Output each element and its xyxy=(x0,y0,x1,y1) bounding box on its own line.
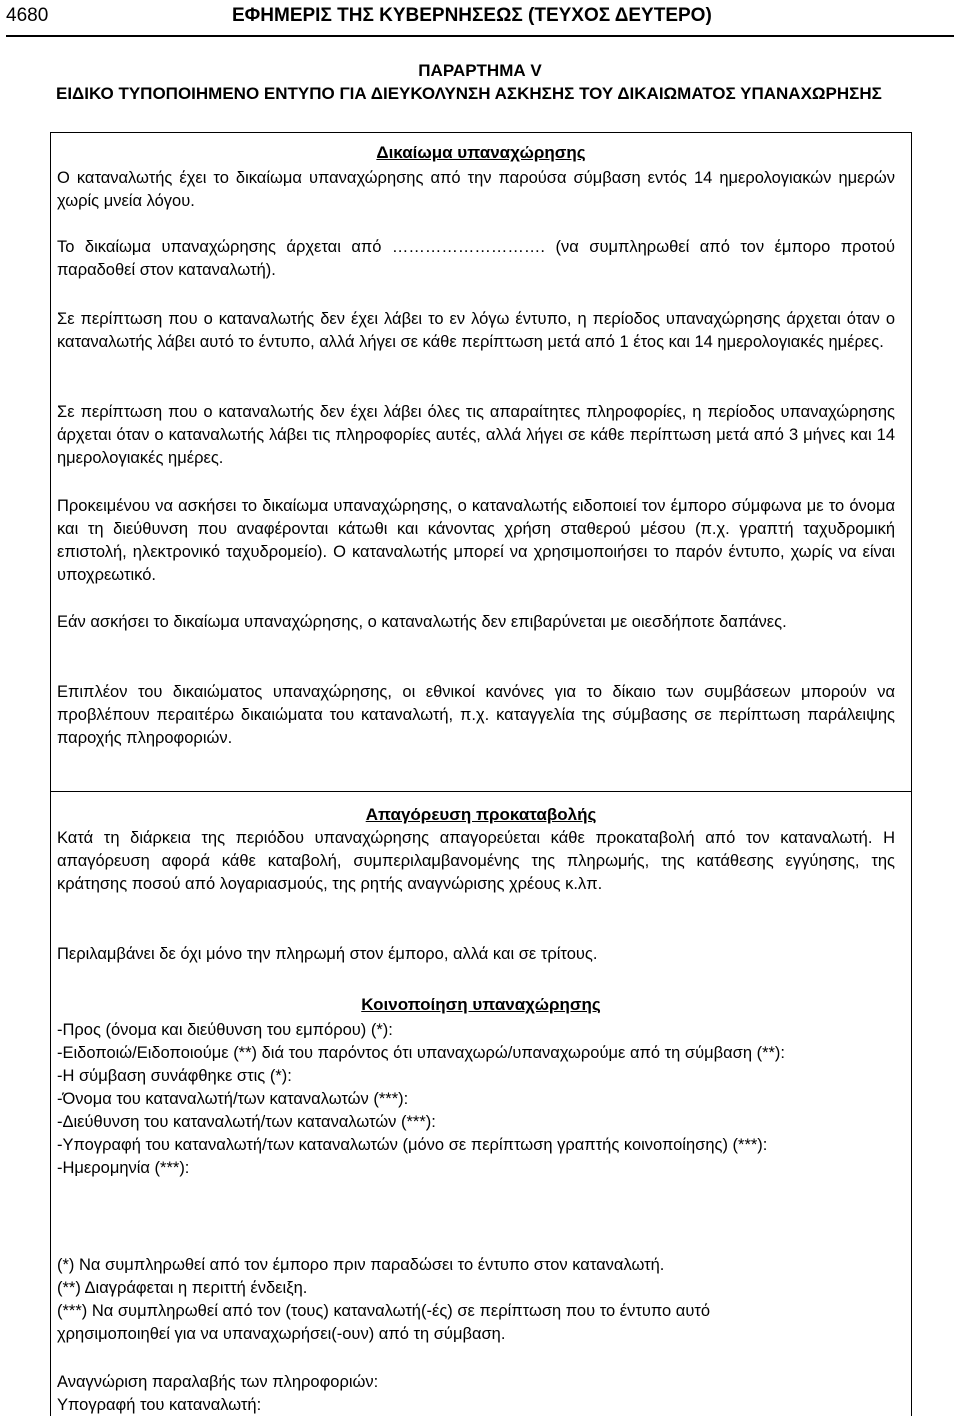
withdrawal-paragraph-7: Επιπλέον του δικαιώματος υπαναχώρησης, οι εθνικοί κανόνες για το δίκαιο των συμβάσεων μπορούν να προβλέπουν περαιτέρω δικαιώματα του καταναλωτή, π.χ. καταγγελία της σύμβασης σε περίπτωση παράλειψης παροχής πληροφοριών. xyxy=(57,683,895,747)
footnote: (**) Διαγράφεται η περιττή ένδειξη. xyxy=(57,1279,308,1297)
notice-heading: Κοινοποίηση υπαναχώρησης xyxy=(361,995,601,1014)
withdrawal-paragraph-2: Το δικαίωμα υπαναχώρησης άρχεται από ………………………. (να συμπληρωθεί από τον έμπορο προτού παραδοθεί στον καταναλωτή). xyxy=(57,238,895,279)
withdrawal-right-heading: Δικαίωμα υπαναχώρησης xyxy=(376,143,586,162)
annex-title: ΕΙΔΙΚΟ ΤΥΠΟΠΟΙΗΜΕΝΟ ΕΝΤΥΠΟ ΓΙΑ ΔΙΕΥΚΟΛΥΝΣΗ ΑΣΚΗΣΗΣ ΤΟΥ ΔΙΚΑΙΩΜΑΤΟΣ ΥΠΑΝΑΧΩΡΗΣΗΣ xyxy=(56,84,882,103)
notice-line: -Η σύμβαση συνάφθηκε στις (*): xyxy=(57,1067,292,1085)
footnote: (*) Να συμπληρωθεί από τον έμπορο πριν παραδώσει το έντυπο στον καταναλωτή. xyxy=(57,1256,665,1274)
withdrawal-paragraph-1: Ο καταναλωτής έχει το δικαίωμα υπαναχώρησης από την παρούσα σύμβαση εντός 14 ημερολογιακών ημερών χωρίς μνεία λόγου. xyxy=(57,169,895,210)
header-rule xyxy=(6,35,954,37)
withdrawal-paragraph-6: Εάν ασκήσει το δικαίωμα υπαναχώρησης, ο καταναλωτής δεν επιβαρύνεται με οιεσδήποτε δαπάνες. xyxy=(57,613,787,631)
withdrawal-paragraph-5: Προκειμένου να ασκήσει το δικαίωμα υπαναχώρησης, ο καταναλωτής ειδοποιεί τον έμπορο σύμφωνα με το όνομα και τη διεύθυνση που αναφέρονται κάτωθι και κάνοντας χρήση σταθερού μέσου (π.χ. γραπτή ταχυδρομική επιστολή, ηλεκτρονικό ταχυδρομείο). Ο καταναλωτής μπορεί να χρησιμοποιήσει το παρόν έντυπο, χωρίς να είναι υποχρεωτικό. xyxy=(57,497,895,584)
prepayment-ban-heading: Απαγόρευση προκαταβολής xyxy=(365,805,597,824)
prepayment-paragraph-2: Περιλαμβάνει δε όχι μόνο την πληρωμή στον έμπορο, αλλά και σε τρίτους. xyxy=(57,945,598,963)
notice-line: -Όνομα του καταναλωτή/των καταναλωτών (***): xyxy=(57,1090,409,1108)
page-header xyxy=(6,4,954,30)
footnote: (***) Να συμπληρωθεί από τον (τους) καταναλωτή(-ές) σε περίπτωση που το έντυπο αυτό χρησιμοποιηθεί για να υπαναχωρήσει(-ουν) από τη σύμβαση. xyxy=(57,1302,711,1343)
annex-number: ΠΑΡΑΡΤΗΜΑ V xyxy=(418,61,542,80)
notice-line: -Διεύθυνση του καταναλωτή/των καταναλωτών (***): xyxy=(57,1113,436,1131)
notice-line: -Ειδοποιώ/Ειδοποιούμε (**) διά του παρόντος ότι υπαναχωρώ/υπαναχωρούμε από τη σύμβαση (**): xyxy=(57,1044,786,1062)
withdrawal-paragraph-3: Σε περίπτωση που ο καταναλωτής δεν έχει λάβει το εν λόγω έντυπο, η περίοδος υπαναχώρησης άρχεται όταν ο καταναλωτής λάβει αυτό το έντυπο, αλλά λήγει σε κάθε περίπτωση μετά από 1 έτος και 14 ημερολογιακές ημέρες. xyxy=(57,310,895,351)
form-box xyxy=(50,132,912,1416)
page-number: 4680 xyxy=(6,5,49,26)
footnotes xyxy=(57,1254,895,1346)
consumer-signature-label: Υπογραφή του καταναλωτή: xyxy=(57,1396,262,1414)
acknowledgement-block xyxy=(57,1371,895,1417)
gazette-title: ΕΦΗΜΕΡΙΣ ΤΗΣ ΚΥΒΕΡΝΗΣΕΩΣ (ΤΕΥΧΟΣ ΔΕΥΤΕΡΟ) xyxy=(232,5,712,26)
receipt-acknowledgement-label: Αναγνώριση παραλαβής των πληροφοριών: xyxy=(57,1373,379,1391)
prepayment-paragraph-1: Κατά τη διάρκεια της περιόδου υπαναχώρησης απαγορεύεται κάθε προκαταβολή από τον καταναλωτή. Η απαγόρευση αφορά κάθε καταβολή, συμπεριλαμβανομένης της πληρωμής, της κατάθεσης εγγύησης, της κράτησης ποσού από λογαριασμούς, της ρητής αναγνώρισης χρέους κ.λπ. xyxy=(57,829,895,893)
notice-line: -Ημερομηνία (***): xyxy=(57,1159,190,1177)
notice-form-lines xyxy=(57,1019,895,1180)
notice-line: -Υπογραφή του καταναλωτή/των καταναλωτών (μόνο σε περίπτωση γραπτής κοινοποίησης) (***): xyxy=(57,1136,768,1154)
withdrawal-paragraph-4: Σε περίπτωση που ο καταναλωτής δεν έχει λάβει όλες τις απαραίτητες πληροφορίες, η περίοδος υπαναχώρησης άρχεται όταν ο καταναλωτής λάβει τις πληροφορίες αυτές, αλλά λήγει σε κάθε περίπτωση μετά από 3 μήνες και 14 ημερολογιακές ημέρες. xyxy=(57,403,895,467)
section-divider xyxy=(51,791,911,792)
notice-line: -Προς (όνομα και διεύθυνση του εμπόρου) (*): xyxy=(57,1021,393,1039)
